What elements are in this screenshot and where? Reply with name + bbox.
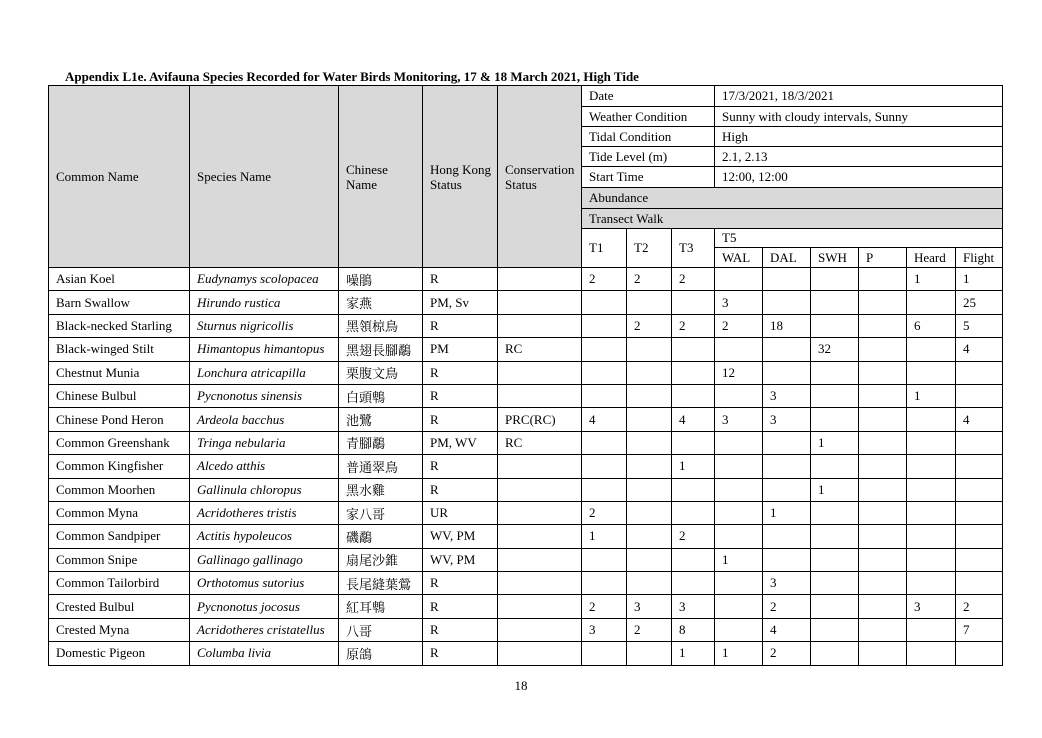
species-name-cell: Orthotomus sutorius xyxy=(190,572,339,595)
t3-cell xyxy=(672,291,715,314)
survey-label: Date xyxy=(582,86,715,107)
swh-cell xyxy=(811,525,859,548)
t2-cell xyxy=(627,642,672,665)
t3-cell xyxy=(672,501,715,524)
wal-cell: 2 xyxy=(715,314,763,337)
chinese-name-cell: 池鷺 xyxy=(339,408,423,431)
t1-cell xyxy=(582,431,627,454)
dal-cell xyxy=(763,291,811,314)
heard-cell xyxy=(907,642,956,665)
heard-cell xyxy=(907,478,956,501)
wal-cell xyxy=(715,431,763,454)
survey-label: Weather Condition xyxy=(582,107,715,127)
p-cell xyxy=(859,501,907,524)
chinese-name-cell: 扇尾沙錐 xyxy=(339,548,423,571)
common-name-cell: Chinese Pond Heron xyxy=(49,408,190,431)
heard-cell xyxy=(907,501,956,524)
heard-cell xyxy=(907,455,956,478)
header-t1: T1 xyxy=(582,229,627,268)
common-name-cell: Common Sandpiper xyxy=(49,525,190,548)
common-name-cell: Common Snipe xyxy=(49,548,190,571)
table-row xyxy=(49,548,1003,571)
common-name-cell: Black-necked Starling xyxy=(49,314,190,337)
flight-cell xyxy=(956,384,1003,407)
common-name-cell: Common Greenshank xyxy=(49,431,190,454)
t2-cell xyxy=(627,384,672,407)
t2-cell xyxy=(627,431,672,454)
p-cell xyxy=(859,291,907,314)
dal-cell: 18 xyxy=(763,314,811,337)
species-name-cell: Himantopus himantopus xyxy=(190,338,339,361)
wal-cell xyxy=(715,618,763,641)
chinese-name-cell: 普通翠鳥 xyxy=(339,455,423,478)
species-name-cell: Lonchura atricapilla xyxy=(190,361,339,384)
wal-cell xyxy=(715,501,763,524)
table-row xyxy=(49,408,1003,431)
flight-cell: 2 xyxy=(956,595,1003,618)
common-name-cell: Crested Bulbul xyxy=(49,595,190,618)
swh-cell xyxy=(811,361,859,384)
page-number: 18 xyxy=(514,678,528,693)
chinese-name-cell: 紅耳鵯 xyxy=(339,595,423,618)
t2-cell: 2 xyxy=(627,268,672,291)
t2-cell xyxy=(627,338,672,361)
t2-cell xyxy=(627,455,672,478)
header-species-name: Species Name xyxy=(190,86,339,268)
t2-cell xyxy=(627,478,672,501)
dal-cell xyxy=(763,548,811,571)
flight-cell: 4 xyxy=(956,408,1003,431)
flight-cell xyxy=(956,361,1003,384)
table-row xyxy=(49,384,1003,407)
heard-cell: 1 xyxy=(907,384,956,407)
page-title: Appendix L1e. Avifauna Species Recorded for Water Birds Monitoring, 17 & 18 March 2021, High Tide xyxy=(65,69,639,84)
heard-cell xyxy=(907,525,956,548)
swh-cell: 1 xyxy=(811,478,859,501)
swh-cell: 32 xyxy=(811,338,859,361)
header-t3: T3 xyxy=(672,229,715,268)
species-name-cell: Gallinago gallinago xyxy=(190,548,339,571)
t1-cell: 2 xyxy=(582,268,627,291)
swh-cell: 1 xyxy=(811,431,859,454)
p-cell xyxy=(859,431,907,454)
chinese-name-cell: 原鴿 xyxy=(339,642,423,665)
p-cell xyxy=(859,268,907,291)
common-name-cell: Common Tailorbird xyxy=(49,572,190,595)
t1-cell xyxy=(582,642,627,665)
common-name-cell: Asian Koel xyxy=(49,268,190,291)
dal-cell: 3 xyxy=(763,408,811,431)
species-name-cell: Eudynamys scolopacea xyxy=(190,268,339,291)
conservation-status-cell xyxy=(498,478,582,501)
heard-cell: 6 xyxy=(907,314,956,337)
heard-cell xyxy=(907,572,956,595)
t2-cell xyxy=(627,525,672,548)
hk-status-cell: PM, WV xyxy=(423,431,498,454)
header-t5: T5 xyxy=(715,229,1003,248)
conservation-status-cell xyxy=(498,642,582,665)
species-name-cell: Tringa nebularia xyxy=(190,431,339,454)
flight-cell: 25 xyxy=(956,291,1003,314)
hk-status-cell: WV, PM xyxy=(423,548,498,571)
t1-cell: 2 xyxy=(582,501,627,524)
t3-cell xyxy=(672,338,715,361)
flight-cell: 4 xyxy=(956,338,1003,361)
chinese-name-cell: 栗腹文鳥 xyxy=(339,361,423,384)
species-name-cell: Pycnonotus sinensis xyxy=(190,384,339,407)
t2-cell xyxy=(627,501,672,524)
header-t2: T2 xyxy=(627,229,672,268)
swh-cell xyxy=(811,408,859,431)
t3-cell xyxy=(672,384,715,407)
hk-status-cell: PM xyxy=(423,338,498,361)
conservation-status-cell xyxy=(498,572,582,595)
hk-status-cell: R xyxy=(423,384,498,407)
common-name-cell: Domestic Pigeon xyxy=(49,642,190,665)
common-name-cell: Crested Myna xyxy=(49,618,190,641)
swh-cell xyxy=(811,595,859,618)
t3-cell xyxy=(672,431,715,454)
conservation-status-cell xyxy=(498,384,582,407)
conservation-status-cell: PRC(RC) xyxy=(498,408,582,431)
t1-cell xyxy=(582,361,627,384)
flight-cell: 1 xyxy=(956,268,1003,291)
chinese-name-cell: 白頭鵯 xyxy=(339,384,423,407)
conservation-status-cell xyxy=(498,618,582,641)
species-name-cell: Alcedo atthis xyxy=(190,455,339,478)
heard-cell: 3 xyxy=(907,595,956,618)
dal-cell: 3 xyxy=(763,572,811,595)
survey-value: Sunny with cloudy intervals, Sunny xyxy=(715,107,1003,127)
header-heard: Heard xyxy=(907,248,956,268)
table-row xyxy=(49,642,1003,665)
p-cell xyxy=(859,525,907,548)
survey-label: Start Time xyxy=(582,167,715,188)
p-cell xyxy=(859,408,907,431)
p-cell xyxy=(859,618,907,641)
t3-cell: 2 xyxy=(672,525,715,548)
dal-cell: 1 xyxy=(763,501,811,524)
p-cell xyxy=(859,361,907,384)
species-name-cell: Actitis hypoleucos xyxy=(190,525,339,548)
t1-cell: 3 xyxy=(582,618,627,641)
wal-cell xyxy=(715,525,763,548)
dal-cell xyxy=(763,338,811,361)
p-cell xyxy=(859,548,907,571)
p-cell xyxy=(859,478,907,501)
table-row xyxy=(49,572,1003,595)
header-swh: SWH xyxy=(811,248,859,268)
swh-cell xyxy=(811,501,859,524)
table-row xyxy=(49,618,1003,641)
swh-cell xyxy=(811,618,859,641)
swh-cell xyxy=(811,455,859,478)
table-row xyxy=(49,291,1003,314)
hk-status-cell: R xyxy=(423,572,498,595)
hk-status-cell: R xyxy=(423,618,498,641)
common-name-cell: Chestnut Munia xyxy=(49,361,190,384)
hk-status-cell: R xyxy=(423,361,498,384)
chinese-name-cell: 八哥 xyxy=(339,618,423,641)
t3-cell: 3 xyxy=(672,595,715,618)
wal-cell: 3 xyxy=(715,291,763,314)
hk-status-cell: R xyxy=(423,268,498,291)
conservation-status-cell xyxy=(498,595,582,618)
common-name-cell: Common Myna xyxy=(49,501,190,524)
species-name-cell: Ardeola bacchus xyxy=(190,408,339,431)
header-p: P xyxy=(859,248,907,268)
common-name-cell: Barn Swallow xyxy=(49,291,190,314)
p-cell xyxy=(859,338,907,361)
t3-cell: 8 xyxy=(672,618,715,641)
wal-cell: 1 xyxy=(715,642,763,665)
species-name-cell: Hirundo rustica xyxy=(190,291,339,314)
chinese-name-cell: 家燕 xyxy=(339,291,423,314)
chinese-name-cell: 黑領椋鳥 xyxy=(339,314,423,337)
hk-status-cell: R xyxy=(423,455,498,478)
p-cell xyxy=(859,384,907,407)
conservation-status-cell xyxy=(498,361,582,384)
flight-cell xyxy=(956,525,1003,548)
heard-cell xyxy=(907,618,956,641)
table-row xyxy=(49,478,1003,501)
flight-cell: 7 xyxy=(956,618,1003,641)
dal-cell xyxy=(763,431,811,454)
p-cell xyxy=(859,642,907,665)
survey-value: 17/3/2021, 18/3/2021 xyxy=(715,86,1003,107)
species-name-cell: Acridotheres tristis xyxy=(190,501,339,524)
header-chinese-name: Chinese Name xyxy=(339,86,423,268)
conservation-status-cell xyxy=(498,455,582,478)
t3-cell: 1 xyxy=(672,455,715,478)
table-row xyxy=(49,431,1003,454)
hk-status-cell: WV, PM xyxy=(423,525,498,548)
common-name-cell: Chinese Bulbul xyxy=(49,384,190,407)
conservation-status-cell xyxy=(498,525,582,548)
chinese-name-cell: 黑水雞 xyxy=(339,478,423,501)
species-table xyxy=(48,85,1003,666)
heard-cell xyxy=(907,361,956,384)
conservation-status-cell: RC xyxy=(498,431,582,454)
table-body xyxy=(49,268,1003,666)
header-common-name: Common Name xyxy=(49,86,190,268)
chinese-name-cell: 長尾縫葉鶯 xyxy=(339,572,423,595)
t2-cell xyxy=(627,291,672,314)
dal-cell xyxy=(763,455,811,478)
t1-cell xyxy=(582,478,627,501)
t2-cell: 2 xyxy=(627,314,672,337)
conservation-status-cell: RC xyxy=(498,338,582,361)
wal-cell xyxy=(715,384,763,407)
header-hk-status: Hong Kong Status xyxy=(423,86,498,268)
flight-cell xyxy=(956,455,1003,478)
flight-cell xyxy=(956,478,1003,501)
hk-status-cell: R xyxy=(423,314,498,337)
flight-cell xyxy=(956,501,1003,524)
survey-label: Tidal Condition xyxy=(582,127,715,147)
t1-cell xyxy=(582,455,627,478)
t1-cell xyxy=(582,338,627,361)
common-name-cell: Black-winged Stilt xyxy=(49,338,190,361)
conservation-status-cell xyxy=(498,291,582,314)
wal-cell xyxy=(715,455,763,478)
hk-status-cell: R xyxy=(423,642,498,665)
t1-cell: 4 xyxy=(582,408,627,431)
table-row xyxy=(49,525,1003,548)
swh-cell xyxy=(811,548,859,571)
chinese-name-cell: 家八哥 xyxy=(339,501,423,524)
swh-cell xyxy=(811,268,859,291)
dal-cell: 3 xyxy=(763,384,811,407)
conservation-status-cell xyxy=(498,548,582,571)
swh-cell xyxy=(811,384,859,407)
table-row xyxy=(49,361,1003,384)
heard-cell xyxy=(907,338,956,361)
chinese-name-cell: 青腳鷸 xyxy=(339,431,423,454)
chinese-name-cell: 噪鵑 xyxy=(339,268,423,291)
hk-status-cell: UR xyxy=(423,501,498,524)
t3-cell xyxy=(672,548,715,571)
table-row xyxy=(49,268,1003,291)
p-cell xyxy=(859,595,907,618)
wal-cell xyxy=(715,572,763,595)
table-row xyxy=(49,314,1003,337)
table-row xyxy=(49,501,1003,524)
hk-status-cell: R xyxy=(423,595,498,618)
chinese-name-cell: 磯鷸 xyxy=(339,525,423,548)
table-header xyxy=(49,86,1003,268)
species-name-cell: Sturnus nigricollis xyxy=(190,314,339,337)
wal-cell: 12 xyxy=(715,361,763,384)
wal-cell xyxy=(715,478,763,501)
t1-cell xyxy=(582,384,627,407)
hk-status-cell: R xyxy=(423,408,498,431)
header-flight: Flight xyxy=(956,248,1003,268)
species-name-cell: Gallinula chloropus xyxy=(190,478,339,501)
transect-walk-label: Transect Walk xyxy=(582,209,1003,229)
p-cell xyxy=(859,572,907,595)
dal-cell xyxy=(763,478,811,501)
hk-status-cell: R xyxy=(423,478,498,501)
t1-cell xyxy=(582,291,627,314)
dal-cell xyxy=(763,361,811,384)
survey-value: High xyxy=(715,127,1003,147)
t1-cell: 2 xyxy=(582,595,627,618)
common-name-cell: Common Kingfisher xyxy=(49,455,190,478)
table-row xyxy=(49,455,1003,478)
t1-cell xyxy=(582,314,627,337)
wal-cell xyxy=(715,338,763,361)
p-cell xyxy=(859,455,907,478)
heard-cell xyxy=(907,291,956,314)
t1-cell xyxy=(582,548,627,571)
conservation-status-cell xyxy=(498,268,582,291)
t3-cell xyxy=(672,478,715,501)
swh-cell xyxy=(811,572,859,595)
dal-cell xyxy=(763,525,811,548)
t3-cell: 4 xyxy=(672,408,715,431)
t3-cell xyxy=(672,572,715,595)
swh-cell xyxy=(811,642,859,665)
species-name-cell: Acridotheres cristatellus xyxy=(190,618,339,641)
t2-cell: 2 xyxy=(627,618,672,641)
heard-cell: 1 xyxy=(907,268,956,291)
t3-cell xyxy=(672,361,715,384)
flight-cell xyxy=(956,548,1003,571)
species-name-cell: Columba livia xyxy=(190,642,339,665)
header-conservation-status: Conservation Status xyxy=(498,86,582,268)
swh-cell xyxy=(811,314,859,337)
t2-cell: 3 xyxy=(627,595,672,618)
conservation-status-cell xyxy=(498,501,582,524)
dal-cell xyxy=(763,268,811,291)
heard-cell xyxy=(907,431,956,454)
dal-cell: 2 xyxy=(763,595,811,618)
survey-label: Tide Level (m) xyxy=(582,147,715,167)
flight-cell xyxy=(956,572,1003,595)
conservation-status-cell xyxy=(498,314,582,337)
dal-cell: 4 xyxy=(763,618,811,641)
t2-cell xyxy=(627,572,672,595)
flight-cell xyxy=(956,642,1003,665)
swh-cell xyxy=(811,291,859,314)
hk-status-cell: PM, Sv xyxy=(423,291,498,314)
header-dal: DAL xyxy=(763,248,811,268)
table-row xyxy=(49,595,1003,618)
wal-cell xyxy=(715,595,763,618)
wal-cell xyxy=(715,268,763,291)
abundance-label: Abundance xyxy=(582,188,1003,209)
wal-cell: 1 xyxy=(715,548,763,571)
t2-cell xyxy=(627,408,672,431)
t1-cell: 1 xyxy=(582,525,627,548)
survey-value: 2.1, 2.13 xyxy=(715,147,1003,167)
table-row xyxy=(49,338,1003,361)
heard-cell xyxy=(907,408,956,431)
p-cell xyxy=(859,314,907,337)
t3-cell: 1 xyxy=(672,642,715,665)
t2-cell xyxy=(627,361,672,384)
t3-cell: 2 xyxy=(672,268,715,291)
flight-cell xyxy=(956,431,1003,454)
heard-cell xyxy=(907,548,956,571)
species-name-cell: Pycnonotus jocosus xyxy=(190,595,339,618)
survey-value: 12:00, 12:00 xyxy=(715,167,1003,188)
t2-cell xyxy=(627,548,672,571)
t3-cell: 2 xyxy=(672,314,715,337)
t1-cell xyxy=(582,572,627,595)
wal-cell: 3 xyxy=(715,408,763,431)
chinese-name-cell: 黑翅長腳鷸 xyxy=(339,338,423,361)
header-wal: WAL xyxy=(715,248,763,268)
common-name-cell: Common Moorhen xyxy=(49,478,190,501)
dal-cell: 2 xyxy=(763,642,811,665)
flight-cell: 5 xyxy=(956,314,1003,337)
